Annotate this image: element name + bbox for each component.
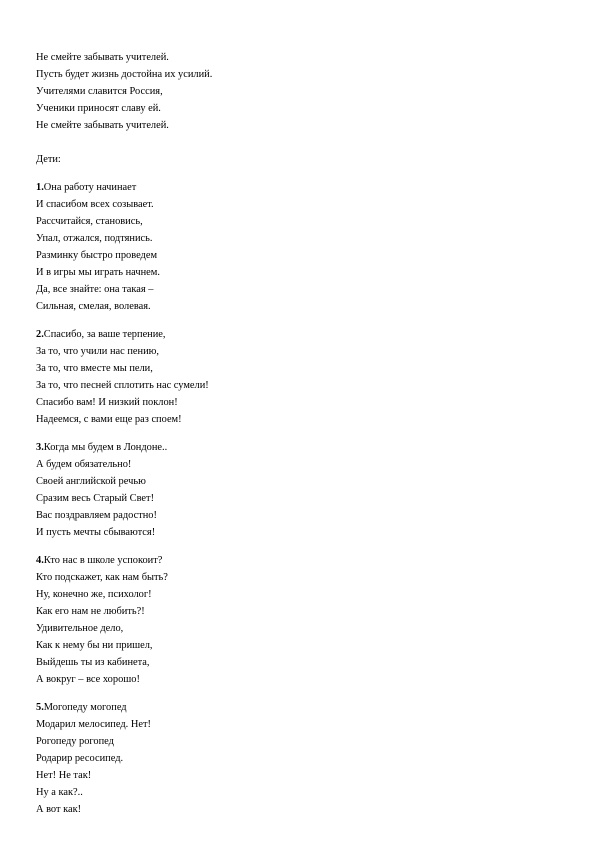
verse-line: Могопеду могопед: [43, 702, 127, 713]
verse-line: Она работу начинает: [43, 182, 137, 193]
spacer: [36, 428, 556, 439]
poem-text: [36, 49, 556, 818]
verse-line: Как его нам не любить?!: [36, 606, 145, 617]
intro-line: Не смейте забывать учителей.: [36, 120, 169, 131]
verse-line: Как к нему бы ни пришел,: [36, 640, 153, 651]
verse-line: За то, что песней сплотить нас сумели!: [36, 380, 209, 391]
verse-5: [36, 699, 556, 818]
verse-line: А вокруг – все хорошо!: [36, 674, 140, 685]
verse-line: А вот как!: [36, 804, 82, 815]
verse-line: Нет! Не так!: [36, 770, 92, 781]
verse-line: Сильная, смелая, волевая.: [36, 301, 151, 312]
verse-line: Разминку быстро проведем: [36, 250, 158, 261]
verse-heading: [36, 552, 556, 569]
verse-line: И в игры мы играть начнем.: [36, 267, 160, 278]
verse-2: [36, 326, 556, 428]
verse-line: Рогопеду рогопед: [36, 736, 114, 747]
verse-number: 3.: [36, 442, 44, 453]
verse-line: Надеемся, с вами еще раз споем!: [36, 414, 182, 425]
verse-line: А будем обязательно!: [36, 459, 132, 470]
spacer: [36, 688, 556, 699]
verse-line: Спасибо вам! И низкий поклон!: [36, 397, 178, 408]
verse-line: Кто нас в школе успокоит?: [43, 555, 163, 566]
verse-heading: [36, 326, 556, 343]
verse-line: Выйдешь ты из кабинета,: [36, 657, 150, 668]
spacer: [36, 541, 556, 552]
intro-line: Учителями славится Россия,: [36, 86, 163, 97]
verse-heading: [36, 179, 556, 196]
spacer: [36, 134, 556, 151]
verse-heading: [36, 699, 556, 716]
verse-line: За то, что вместе мы пели,: [36, 363, 153, 374]
verse-line: Упал, отжался, подтянись.: [36, 233, 153, 244]
verse-line: Когда мы будем в Лондоне..: [43, 442, 168, 453]
verse-line: Спасибо, за ваше терпение,: [43, 329, 166, 340]
section-title: Дети:: [36, 154, 61, 165]
verse-line: И спасибом всех созывает.: [36, 199, 154, 210]
spacer: [36, 168, 556, 179]
verse-line: Рассчитайся, становись,: [36, 216, 143, 227]
verse-line: Удивительное дело,: [36, 623, 124, 634]
verse-line: И пусть мечты сбываются!: [36, 527, 156, 538]
verse-line: Вас поздравляем радостно!: [36, 510, 157, 521]
verse-heading: [36, 439, 556, 456]
verse-1: [36, 179, 556, 315]
verse-line: За то, что учили нас пению,: [36, 346, 159, 357]
verse-3: [36, 439, 556, 541]
verse-line: Сразим весь Старый Свет!: [36, 493, 155, 504]
verse-number: 5.: [36, 702, 44, 713]
verse-number: 2.: [36, 329, 44, 340]
intro-line: Ученики приносят славу ей.: [36, 103, 161, 114]
intro-line: Не смейте забывать учителей.: [36, 52, 169, 63]
verse-line: Кто подскажет, как нам быть?: [36, 572, 168, 583]
verse-4: [36, 552, 556, 688]
intro-line: Пусть будет жизнь достойна их усилий.: [36, 69, 213, 80]
verse-line: Родарир ресосипед.: [36, 753, 124, 764]
verse-line: Ну, конечно же, психолог!: [36, 589, 152, 600]
intro-stanza: [36, 49, 556, 134]
spacer: [36, 315, 556, 326]
verse-line: Да, все знайте: она такая –: [36, 284, 154, 295]
verse-number: 1.: [36, 182, 44, 193]
verse-line: Ну а как?..: [36, 787, 83, 798]
verse-line: Модарил мелосипед. Нет!: [36, 719, 151, 730]
verse-line: Своей английской речью: [36, 476, 146, 487]
verse-number: 4.: [36, 555, 44, 566]
